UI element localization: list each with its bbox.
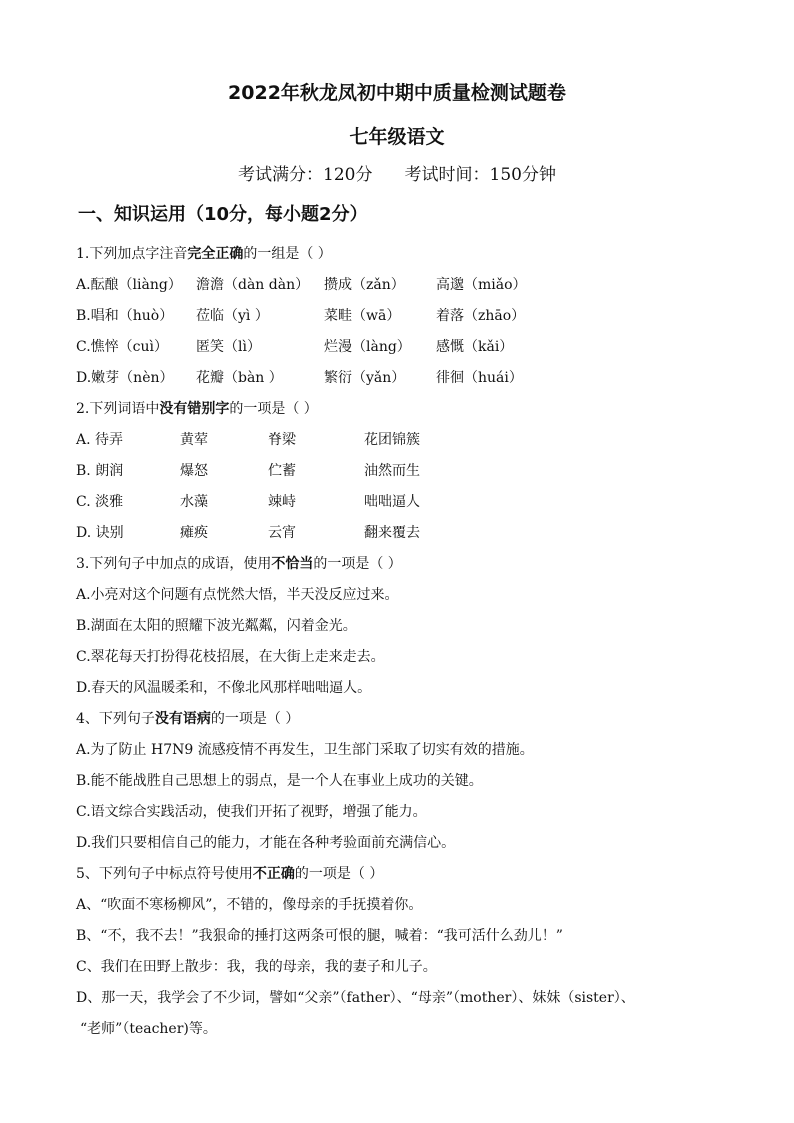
question-5-stem-post: 的一项是（ ）: [294, 866, 384, 882]
q1-c-1: C.憔悴（cuì）: [76, 339, 168, 355]
question-3-option-b: B.湖面在太阳的照耀下波光粼粼，闪着金光。: [76, 618, 357, 634]
q2-d-2: 瘫痪: [180, 525, 208, 541]
question-2-stem: [76, 398, 318, 418]
question-4-stem-pre: 4、下列句子: [76, 711, 155, 727]
q1-b-3: 菜畦（wā）: [324, 308, 401, 324]
question-1-stem-pre: 1.下列加点字注音: [76, 246, 188, 262]
q1-d-2: 花瓣（bàn ）: [196, 370, 283, 386]
q2-b-1: B. 朗润: [76, 463, 124, 479]
question-4-option-d: D.我们只要相信自己的能力，才能在各种考验面前充满信心。: [76, 835, 456, 851]
question-4-option-b: B.能不能战胜自己思想上的弱点，是一个人在事业上成功的关键。: [76, 773, 483, 789]
q2-a-4: 花团锦簇: [364, 432, 420, 448]
question-3-stem: [76, 553, 402, 573]
question-2-stem-bold: 没有错别字: [159, 401, 230, 417]
q2-a-1: A. 待弄: [76, 432, 124, 448]
question-2-stem-pre: 2.下列词语中: [76, 401, 160, 417]
q2-c-1: C. 淡雅: [76, 494, 124, 510]
q2-d-4: 翻来覆去: [364, 525, 420, 541]
question-1-stem: [76, 243, 332, 263]
question-3-stem-pre: 3.下列句子中加点的成语，使用: [76, 556, 272, 572]
q1-a-4: 高邈（miǎo）: [436, 277, 527, 293]
question-5-option-c: C、我们在田野上散步：我，我的母亲，我的妻子和儿子。: [76, 959, 437, 975]
section-heading: 一、知识运用（10分，每小题2分）: [78, 204, 368, 225]
question-4-stem: [76, 708, 299, 728]
question-2-stem-post: 的一项是（ ）: [229, 401, 318, 417]
q2-c-2: 水藻: [180, 494, 208, 510]
q2-c-3: 竦峙: [268, 494, 296, 510]
question-5-stem-pre: 5、下列句子中标点符号使用: [76, 866, 253, 882]
q1-c-2: 匿笑（lì）: [196, 339, 261, 355]
q2-b-3: 伫蓄: [268, 463, 296, 479]
full-score: 考试满分：120分: [238, 165, 373, 185]
question-4-stem-post: 的一项是（ ）: [210, 711, 300, 727]
question-4-option-a: A.为了防止 H7N9 流感疫情不再发生，卫生部门采取了切实有效的措施。: [76, 742, 534, 758]
q2-d-3: 云宵: [268, 525, 296, 541]
q1-b-4: 着落（zhāo）: [436, 308, 526, 324]
q2-a-2: 黄荤: [180, 432, 208, 448]
question-5-option-d-cont: “老师”（teacher)等。: [80, 1021, 217, 1037]
exam-duration: 考试时间：150分钟: [404, 165, 556, 185]
question-5-stem: [76, 863, 383, 883]
q1-d-4: 徘徊（huái）: [436, 370, 523, 386]
question-4-option-c: C.语文综合实践活动，使我们开拓了视野，增强了能力。: [76, 804, 427, 820]
q1-c-4: 感慨（kǎi）: [436, 339, 514, 355]
exam-title: 2022年秋龙凤初中期中质量检测试题卷: [228, 82, 566, 104]
q1-c-3: 烂漫（làng）: [324, 339, 411, 355]
question-3-option-a: A.小亮对这个问题有点恍然大悟，半天没反应过来。: [76, 587, 399, 603]
question-3-option-c: C.翠花每天打扮得花枝招展，在大街上走来走去。: [76, 649, 385, 665]
q2-b-2: 爆怒: [180, 463, 208, 479]
question-5-stem-bold: 不正确: [252, 866, 295, 882]
q1-a-2: 澹澹（dàn dàn）: [196, 277, 310, 293]
question-1-stem-bold: 完全正确: [187, 246, 244, 262]
q1-d-3: 繁衍（yǎn）: [324, 370, 406, 386]
q1-d-1: D.嫩芽（nèn）: [76, 370, 174, 386]
q1-a-3: 攒成（zǎn）: [324, 277, 405, 293]
question-4-stem-bold: 没有语病: [154, 711, 211, 727]
question-3-option-d: D.春天的风温暖柔和，不像北风那样咄咄逼人。: [76, 680, 372, 696]
q1-b-1: B.唱和（huò）: [76, 308, 174, 324]
q1-b-2: 莅临（yì ）: [196, 308, 269, 324]
question-5-option-b: B、“不，我不去！”我狠命的捶打这两条可恨的腿，喊着：“我可活什么劲儿！”: [76, 928, 563, 944]
exam-meta: [0, 160, 794, 185]
q2-d-1: D. 诀别: [76, 525, 124, 541]
question-3-stem-bold: 不恰当: [271, 556, 314, 572]
q2-c-4: 咄咄逼人: [364, 494, 420, 510]
question-3-stem-post: 的一项是（ ）: [313, 556, 402, 572]
exam-subtitle: 七年级语文: [349, 126, 445, 148]
q2-b-4: 油然而生: [364, 463, 420, 479]
question-5-option-d: D、那一天，我学会了不少词，譬如“父亲”（father）、“母亲”（mother）、妹妹（sister）、: [76, 990, 635, 1006]
question-1-stem-post: 的一组是（ ）: [243, 246, 332, 262]
q2-a-3: 脊梁: [268, 432, 296, 448]
question-5-option-a: A、“吹面不寒杨柳风”，不错的，像母亲的手抚摸着你。: [76, 897, 423, 913]
q1-a-1: A.酝酿（liàng）: [76, 277, 182, 293]
